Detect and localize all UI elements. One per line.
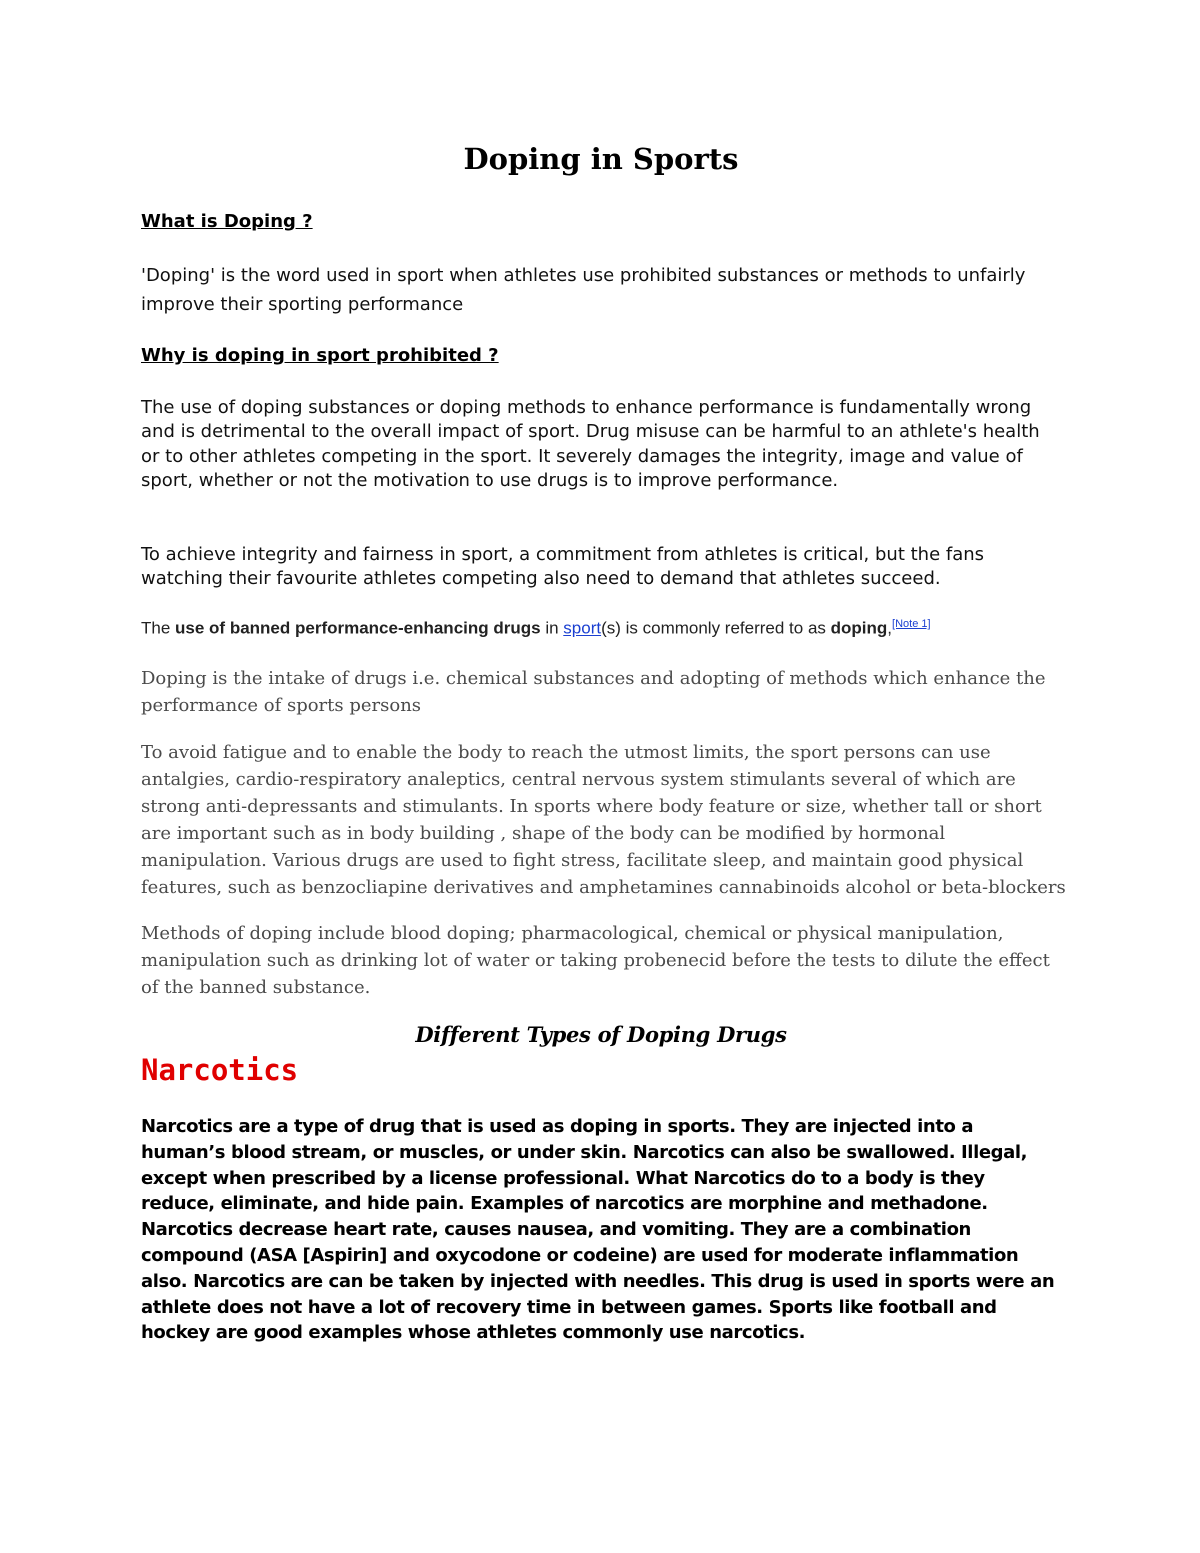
paragraph-fatigue-drugs: To avoid fatigue and to enable the body to reach the utmost limits, the sport persons can use antalgies, cardio-respiratory analeptics, central nervous system stimulants several of which are strong anti-depressants and stimulants. In sports where body feature or size, whether tall or short are important such as in body building , shape of the body can be modified by hormonal manipulation. Various drugs are used to fight stress, facilitate sleep, and maintain good physical features, such as benzocliapine derivatives and amphetamines cannabinoids alcohol or beta-blockers	[141, 742, 1066, 898]
paragraph-doping-methods: Methods of doping include blood doping; pharmacological, chemical or physical manipulation, manipulation such as drinking lot of water or taking probenecid before the tests to dilute the effect of the banned substance.	[141, 923, 1050, 998]
section-body-why-prohibited-2: To achieve integrity and fairness in sport, a commitment from athletes is critical, but the fans watching their favourite athletes competing also need to demand that athletes succeed.	[141, 544, 985, 590]
section-body-why-prohibited-1: The use of doping substances or doping methods to enhance performance is fundamentally wrong and is detrimental to the overall impact of sport. Drug misuse can be harmful to an athlete's health or to other athletes competing in the sport. It severely damages the integrity, image and value of sport, whether or not the motivation to use drugs is to improve performance.	[141, 397, 1040, 492]
narcotics-heading: Narcotics	[141, 1053, 299, 1087]
definition-bold-doping: doping	[830, 618, 888, 638]
section-body-what-is-doping: 'Doping' is the word used in sport when athletes use prohibited substances or methods to unfairly improve their sporting performance	[141, 265, 1026, 315]
section-heading-why-prohibited: Why is doping in sport prohibited ?	[141, 345, 499, 366]
document-title: Doping in Sports	[463, 142, 739, 176]
definition-suffix: ,	[887, 618, 893, 638]
types-heading: Different Types of Doping Drugs	[415, 1022, 787, 1047]
sport-link[interactable]: sport	[563, 618, 602, 638]
note-1-link[interactable]: [Note 1]	[892, 618, 931, 630]
definition-prefix: The	[141, 618, 176, 638]
definition-paragraph	[141, 618, 1061, 639]
definition-mid-2: (s) is commonly referred to as	[601, 618, 831, 638]
definition-mid-1: in	[540, 618, 564, 638]
definition-bold-term: use of banned performance-enhancing drugs	[175, 618, 541, 638]
narcotics-body: Narcotics are a type of drug that is used as doping in sports. They are injected into a human’s blood stream, or muscles, or under skin. Narcotics can also be swallowed. Illegal, except when prescribed by a license professional. What Narcotics do to a body is they reduce, eliminate, and hide pain. Examples of narcotics are morphine and methadone. Narcotics decrease heart rate, causes nausea, and vomiting. They are a combination compound (ASA [Aspirin] and oxycodone or codeine) are used for moderate inflammation also. Narcotics are can be taken by injected with needles. This drug is used in sports were an athlete does not have a lot of recovery time in between games. Sports like football and hockey are good examples whose athletes commonly use narcotics.	[141, 1116, 1055, 1344]
section-heading-what-is-doping: What is Doping ?	[141, 211, 313, 232]
paragraph-doping-intake: Doping is the intake of drugs i.e. chemical substances and adopting of methods which enhance the performance of sports persons	[141, 668, 1046, 716]
